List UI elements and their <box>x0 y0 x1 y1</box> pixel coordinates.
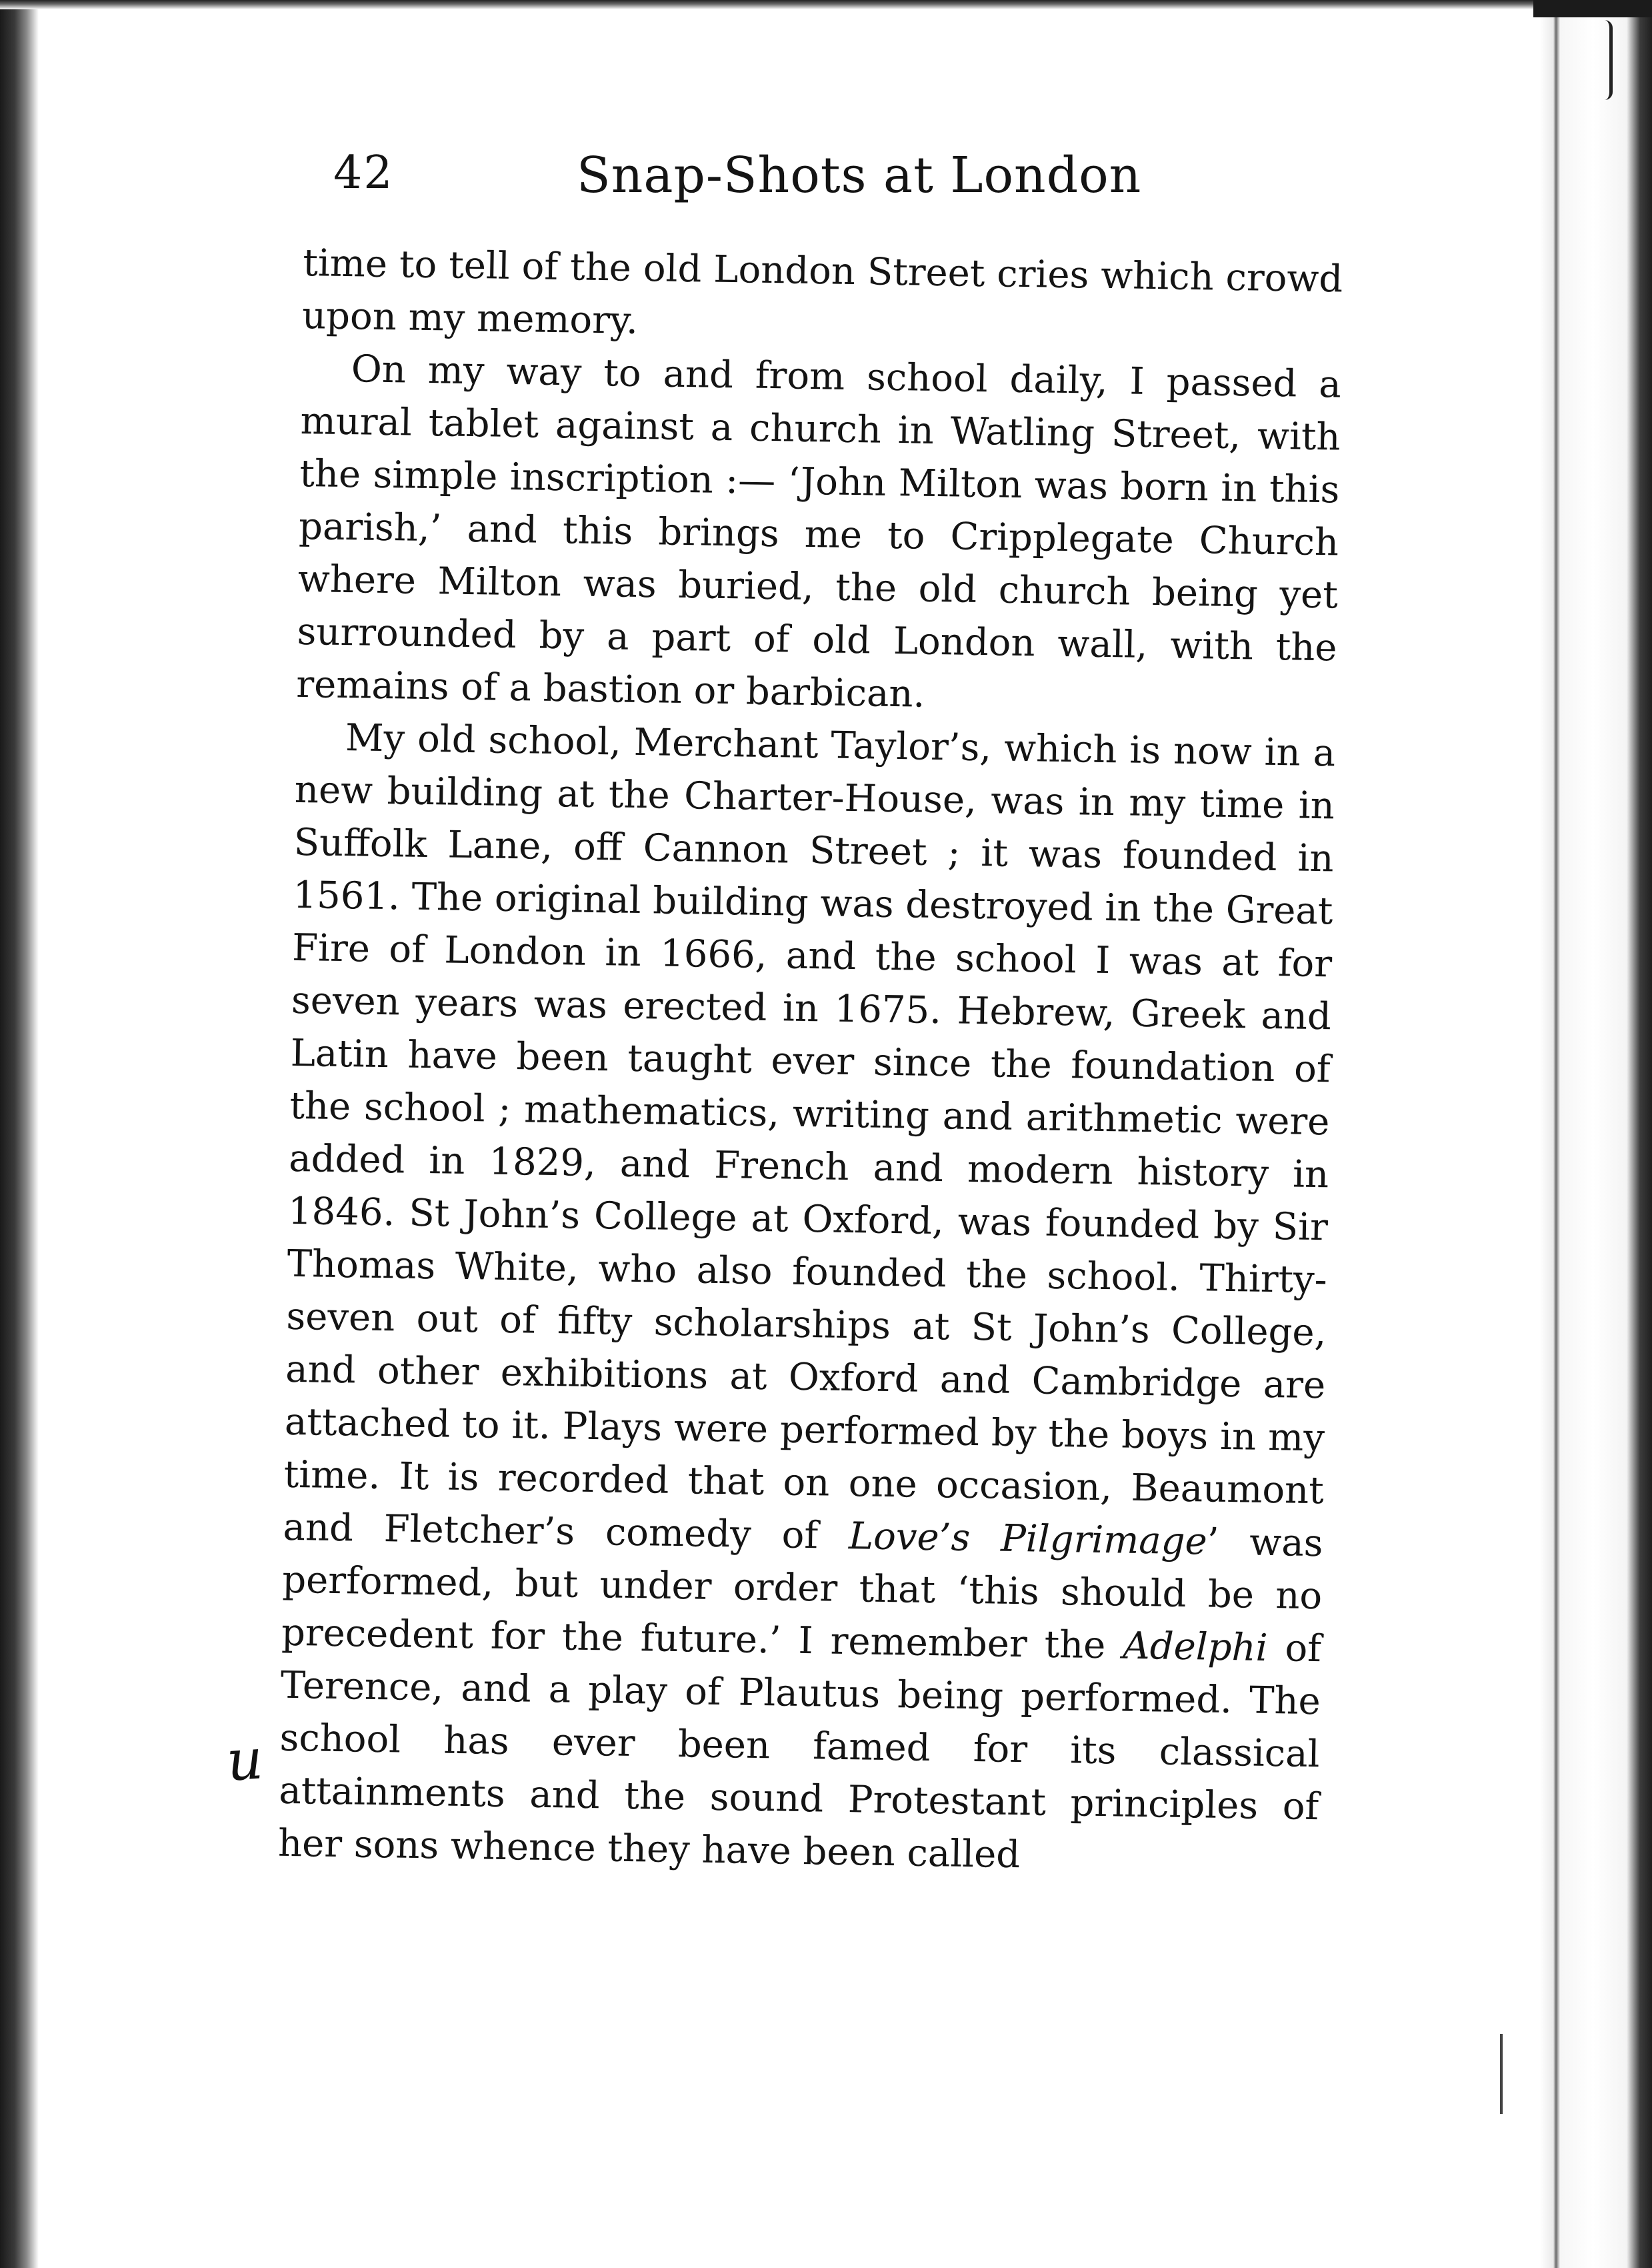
handwritten-margin-note: u <box>224 1726 265 1794</box>
text-run: time to tell of the old London Street cries which crowd upon my memory. <box>301 241 1343 343</box>
paragraph <box>302 237 1343 358</box>
italic-title: Love’s Pilgrimage <box>848 1514 1208 1564</box>
text-run: ’ was performed, but under order that ‘this should be no precedent for the future.’ I remember the <box>281 1520 1323 1668</box>
scan-left-edge <box>0 0 39 2268</box>
scan-top-edge <box>0 0 1652 9</box>
paragraph <box>296 342 1341 727</box>
book-page <box>277 133 1343 1877</box>
scan-right-edge <box>1540 0 1652 2268</box>
scan-corner-shadow <box>1533 0 1652 17</box>
text-run: of Terence, and a play of Plautus being performed. The school has ever been famed for its classical attainments and the sound Protestant principles of her sons whence they have been called <box>277 1626 1322 1877</box>
body-text <box>278 237 1343 1886</box>
running-title: Snap-Shots at London <box>577 147 1142 204</box>
text-run: On my way to and from school daily, I passed a mural tablet against a church in Watling Street, with the simple inscription :— ‘John Milton was born in this parish,’ and this brings me to Cripplegate Church where Milton was buried, the old church being yet surrounded by a part of old London wall, with the remains of a bastion or barbican. <box>295 347 1342 716</box>
text-run: My old school, Merchant Taylor’s, which is now in a new building at the Charter-House, was in my time in Suffolk Lane, off Cannon Street ; it was founded in 1561. The original building was destroyed in the Great Fire of London in 1666, and the school I was at for seven years was erected in 1675. Hebrew, Greek and Latin have been taught ever since the foundation of the school ; mathematics, writing and arithmetic were added in 1829, and French and modern history in 1846. St John’s College at Oxford, was founded by Sir Thomas White, who also founded the school. Thirty-seven out of fifty scholarships at St John’s College, and other exhibitions at Oxford and Cambridge are attached to it. Plays were performed by the boys in my time. It is recorded that on one occasion, Beaumont and Fletcher’s comedy of <box>283 716 1336 1558</box>
italic-title: Adelphi <box>1122 1624 1269 1670</box>
running-head <box>303 133 1343 207</box>
paragraph <box>278 711 1336 1886</box>
page-number: 42 <box>333 147 394 199</box>
page-crease-mark <box>1500 2034 1509 2114</box>
page-curl-mark <box>1600 20 1613 100</box>
